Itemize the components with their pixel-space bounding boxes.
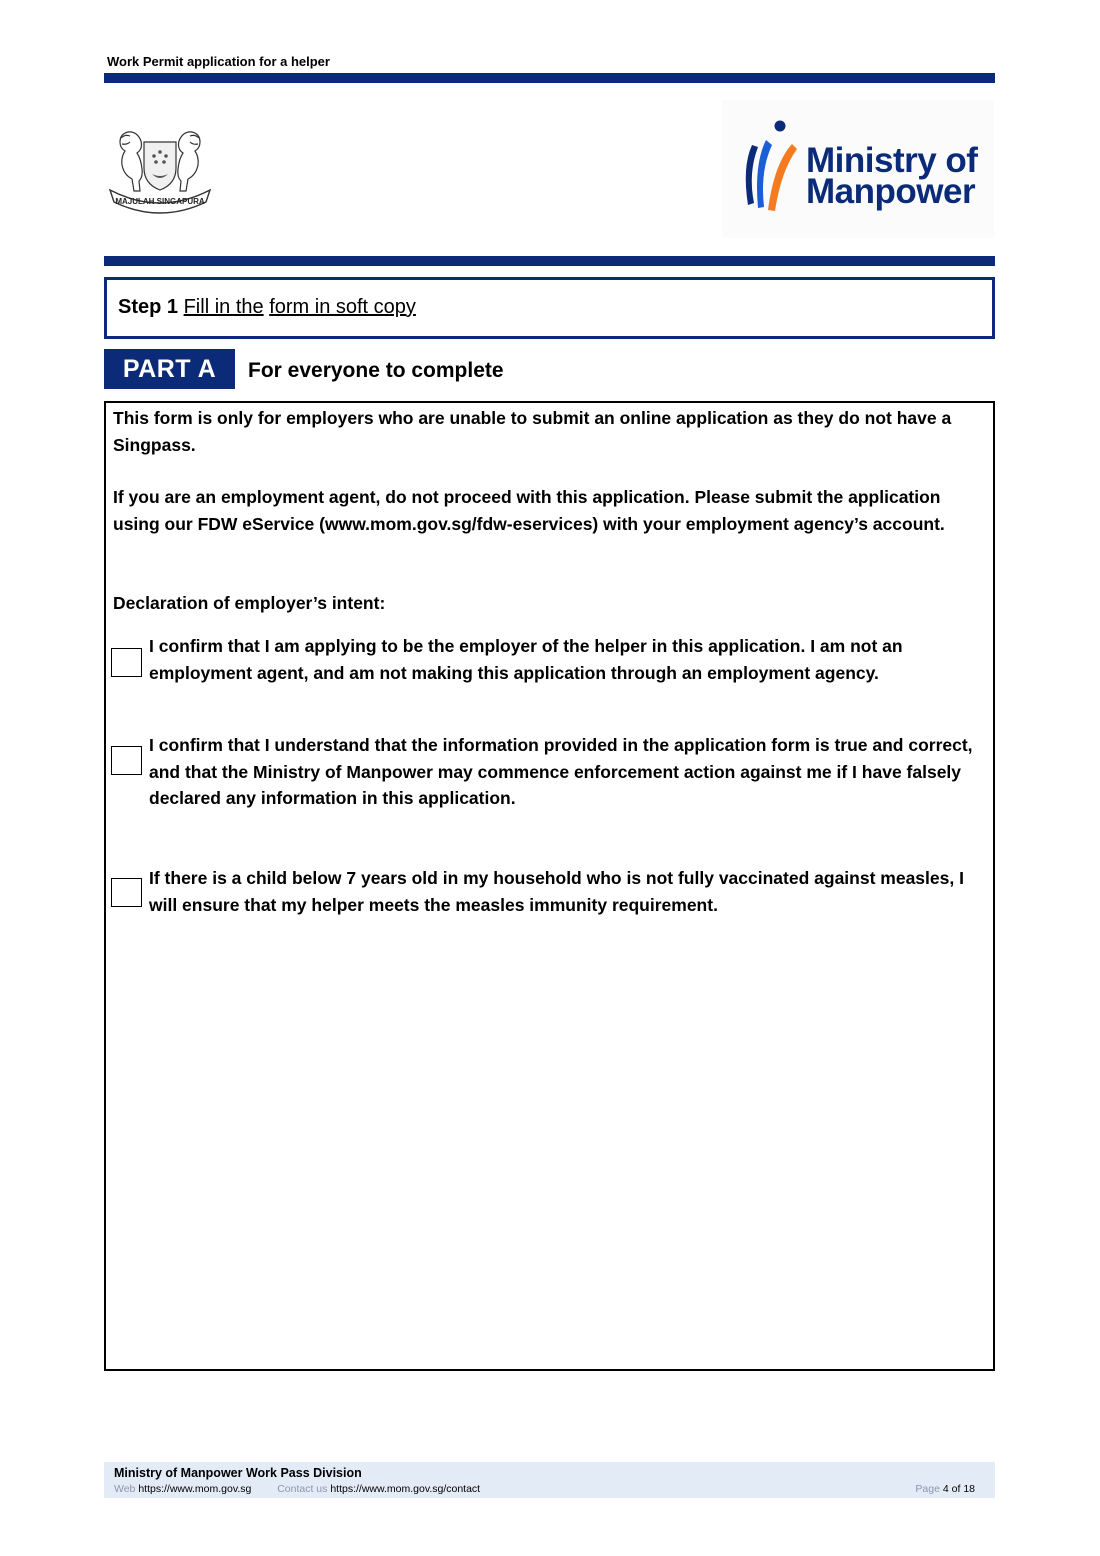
mom-logo-line2: Manpower [806,172,976,211]
mom-logo-line1: Ministry of [806,141,978,180]
page-current: 4 [942,1483,949,1495]
step-instruction-part1: Fill in the [183,296,264,318]
crest-motto: MAJULAH SINGAPURA [115,197,205,206]
declaration-text-1: I confirm that I am applying to be the employer of the helper in this application. I am not an employment agent, and am not making this application through an employment agency. [149,636,903,683]
mom-logo-mark-icon [722,100,802,238]
agent-notice-paragraph: If you are an employment agent, do not proceed with this application. Please submit the application using our FDW eService (www.mom.gov.sg/fdw-eservices) with your employment agency’s account. [113,487,945,534]
part-a-form [104,401,995,1371]
page-footer [104,1462,995,1498]
part-a-heading: For everyone to complete [248,359,504,382]
page-label: Page [915,1483,940,1495]
page-of: of [951,1483,961,1495]
footer-contact-link[interactable]: https://www.mom.gov.sg/contact [330,1483,481,1495]
step-label: Step 1 [118,296,179,318]
intro-paragraph: This form is only for employers who are unable to submit an online application as they do not have a Singpass. [113,408,952,455]
footer-org: Ministry of Manpower Work Pass Division [114,1466,362,1480]
declaration-checkbox-2[interactable] [111,746,142,775]
header-rule [104,73,995,83]
section-rule [104,256,995,266]
page-total: 18 [963,1483,975,1495]
coat-of-arms-icon [104,116,216,214]
step-instruction-part2: form in soft copy [269,296,416,318]
footer-contact-label: Contact us [277,1483,328,1495]
part-a-badge: PART A [104,349,235,389]
footer-web-link[interactable]: https://www.mom.gov.sg [138,1483,252,1495]
declaration-heading: Declaration of employer’s intent: [113,593,386,613]
footer-web-label: Web [114,1483,136,1495]
page-number [915,1483,975,1495]
declaration-checkbox-1[interactable] [111,648,142,677]
step-banner [104,277,995,339]
document-title: Work Permit application for a helper [107,54,330,69]
declaration-text-2: I confirm that I understand that the information provided in the application form is true and correct, and that the Ministry of Manpower may commence enforcement action against me if I have falsely declared any information in this application. [149,735,973,808]
declaration-checkbox-3[interactable] [111,878,142,907]
mom-logo [722,100,994,238]
declaration-text-3: If there is a child below 7 years old in my household who is not fully vaccinated against measles, I will ensure that my helper meets the measles immunity requirement. [149,868,964,915]
